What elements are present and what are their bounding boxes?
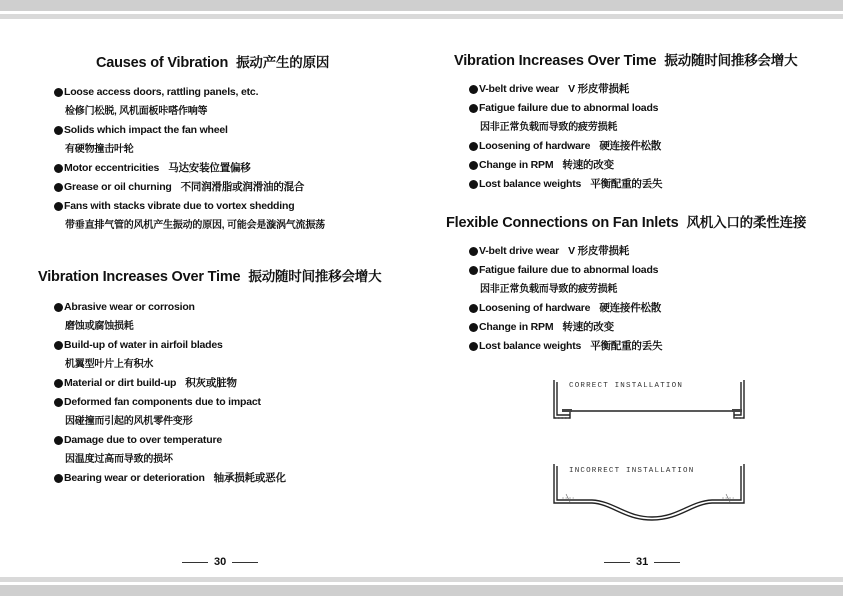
item-chinese-text: V 形皮带损耗	[568, 83, 630, 95]
page-number-dash	[232, 562, 258, 563]
right-page	[422, 0, 843, 596]
item-chinese-text: 因非正常负载而导致的疲劳损耗	[480, 122, 618, 133]
item-chinese-text: 转速的改变	[562, 159, 614, 171]
vibration-increase-list-left	[54, 298, 286, 488]
title-chinese: 振动随时间推移会增大	[664, 53, 798, 68]
correct-installation-label: CORRECT INSTALLATION	[569, 382, 684, 390]
item-chinese-text: 转速的改变	[562, 321, 614, 333]
section-title-vibration-increases-left	[38, 265, 381, 285]
page-number-left	[176, 556, 264, 568]
section-title-flexible-connections	[446, 211, 806, 231]
vibration-increase-list-right	[469, 80, 662, 194]
item-chinese-text: 有硬物撞击叶轮	[65, 144, 134, 155]
item-english-text: Motor eccentricities	[64, 162, 160, 174]
item-chinese-text: 硬连接件松散	[599, 140, 662, 152]
item-english-text: Solids which impact the fan wheel	[64, 124, 228, 136]
list-item	[469, 337, 662, 356]
list-item	[469, 261, 662, 299]
item-english-text: Loosening of hardware	[479, 140, 591, 152]
item-chinese-text: 检修门松脱, 风机面板咔嗒作响等	[65, 106, 208, 117]
list-item	[469, 137, 662, 156]
item-chinese-text: 平衡配重的丢失	[590, 178, 663, 190]
title-chinese: 振动产生的原因	[236, 55, 330, 70]
title-chinese: 振动随时间推移会增大	[248, 269, 382, 284]
page-number-text: 30	[214, 556, 227, 568]
list-item	[54, 121, 325, 159]
item-chinese-text: 因碰撞而引起的风机零件变形	[65, 416, 193, 427]
list-item	[54, 159, 325, 178]
item-chinese-text: 机翼型叶片上有积水	[65, 359, 154, 370]
list-item	[54, 197, 325, 235]
list-item	[469, 299, 662, 318]
item-english-text: Material or dirt build-up	[64, 377, 177, 389]
item-chinese-text: 不同润滑脂或润滑油的混合	[180, 181, 305, 193]
item-chinese-text: 积灰或脏物	[185, 377, 237, 389]
list-item	[54, 431, 286, 469]
item-english-text: Fans with stacks vibrate due to vortex shedding	[64, 200, 295, 212]
incorrect-installation-label: INCORRECT INSTALLATION	[569, 467, 695, 475]
item-chinese-text: 带垂直排气管的风机产生振动的原因, 可能会是漩涡气流振荡	[65, 220, 325, 231]
correct-installation-diagram	[552, 378, 752, 428]
list-item	[54, 178, 325, 197]
list-item	[54, 336, 286, 374]
list-item	[469, 175, 662, 194]
flexible-connections-list	[469, 242, 662, 356]
item-english-text: Abrasive wear or corrosion	[64, 301, 195, 313]
item-english-text: V-belt drive wear	[479, 245, 560, 257]
section-title-vibration-increases-right	[454, 49, 797, 69]
item-chinese-text: 平衡配重的丢失	[590, 340, 663, 352]
title-english: Causes of Vibration	[96, 55, 229, 71]
page-number-dash	[182, 562, 208, 563]
item-english-text: Grease or oil churning	[64, 181, 172, 193]
item-english-text: Lost balance weights	[479, 178, 582, 190]
item-chinese-text: 磨蚀或腐蚀损耗	[65, 321, 134, 332]
item-english-text: Deformed fan components due to impact	[64, 396, 261, 408]
item-chinese-text: V 形皮带损耗	[568, 245, 630, 257]
item-english-text: Fatigue failure due to abnormal loads	[479, 264, 659, 276]
item-english-text: Change in RPM	[479, 321, 554, 333]
list-item	[469, 80, 662, 99]
incorrect-installation-diagram	[552, 462, 752, 532]
list-item	[54, 374, 286, 393]
list-item	[469, 318, 662, 337]
item-english-text: Loosening of hardware	[479, 302, 591, 314]
list-item	[54, 469, 286, 488]
item-chinese-text: 因温度过高而导致的损坏	[65, 454, 173, 465]
left-page	[0, 0, 421, 596]
item-english-text: Bearing wear or deterioration	[64, 472, 205, 484]
item-english-text: Lost balance weights	[479, 340, 582, 352]
item-chinese-text: 硬连接件松散	[599, 302, 662, 314]
page-number-dash	[654, 562, 680, 563]
item-english-text: Build-up of water in airfoil blades	[64, 339, 223, 351]
list-item	[469, 99, 662, 137]
page-number-right	[598, 556, 686, 568]
section-title-causes-of-vibration	[96, 51, 329, 71]
item-english-text: V-belt drive wear	[479, 83, 560, 95]
title-english: Vibration Increases Over Time	[38, 269, 241, 285]
page-number-dash	[604, 562, 630, 563]
list-item	[469, 242, 662, 261]
item-chinese-text: 马达安装位置偏移	[168, 162, 251, 174]
item-english-text: Fatigue failure due to abnormal loads	[479, 102, 659, 114]
title-english: Flexible Connections on Fan Inlets	[446, 215, 679, 231]
causes-list	[54, 83, 325, 235]
title-english: Vibration Increases Over Time	[454, 53, 657, 69]
title-chinese: 风机入口的柔性连接	[686, 215, 807, 230]
item-chinese-text: 因非正常负载而导致的疲劳损耗	[480, 284, 618, 295]
item-english-text: Loose access doors, rattling panels, etc.	[64, 86, 259, 98]
list-item	[54, 298, 286, 336]
item-english-text: Damage due to over temperature	[64, 434, 222, 446]
list-item	[54, 83, 325, 121]
list-item	[469, 156, 662, 175]
page-number-text: 31	[636, 556, 649, 568]
item-chinese-text: 轴承损耗或恶化	[213, 472, 286, 484]
item-english-text: Change in RPM	[479, 159, 554, 171]
list-item	[54, 393, 286, 431]
